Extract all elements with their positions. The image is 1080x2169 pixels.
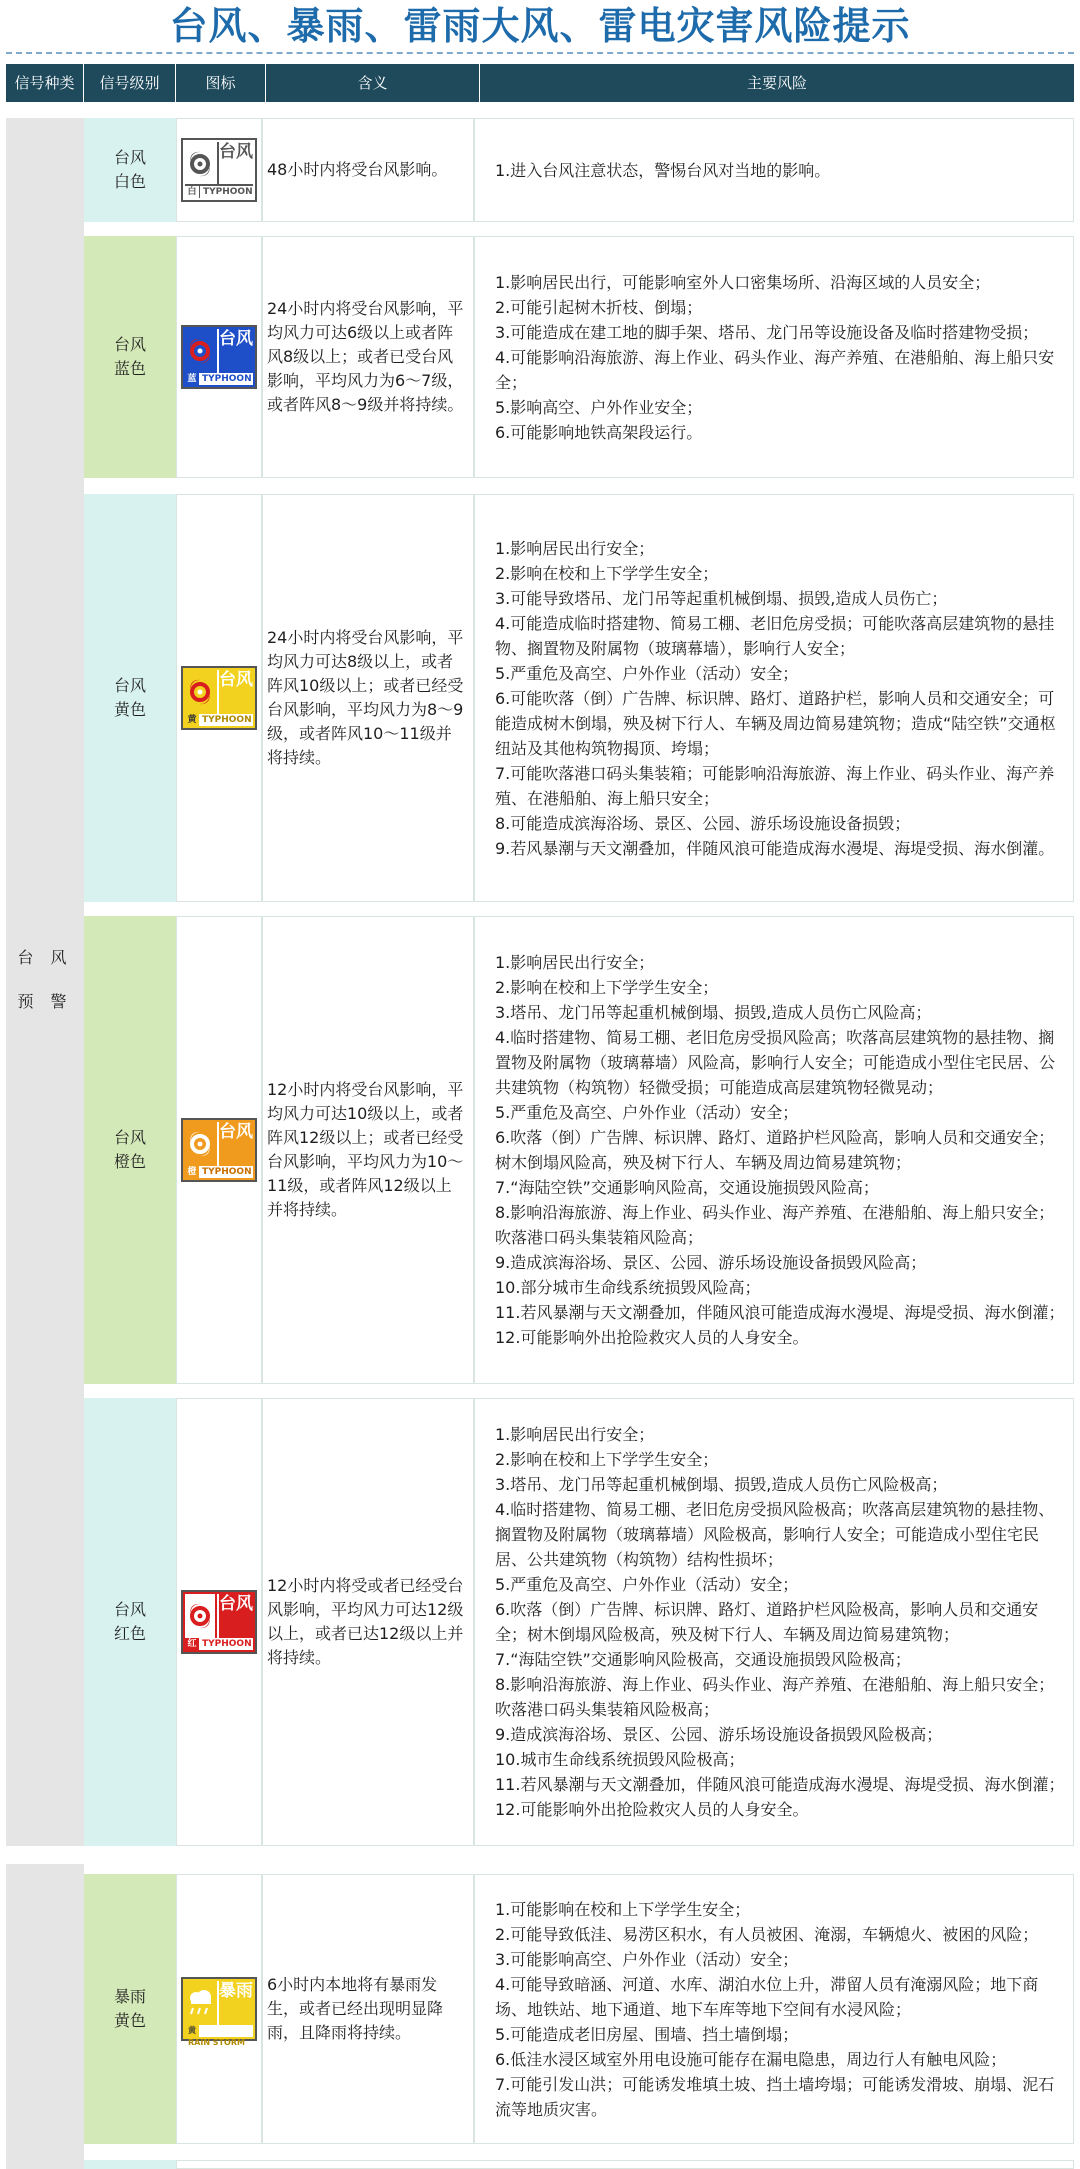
risk-item: 9.若风暴潮与天文潮叠加，伴随风浪可能造成海水漫堤、海堤受损、海水倒灌。 xyxy=(495,838,1055,858)
level-label: 台风红色 xyxy=(113,1600,146,1643)
header-level: 信号级别 xyxy=(84,64,176,102)
risk-list xyxy=(495,158,830,183)
meaning-cell xyxy=(262,236,474,478)
typhoon-glyph xyxy=(185,142,215,186)
risk-item: 12.可能影响外出抢险救灾人员的人身安全。 xyxy=(495,1800,809,1819)
icon-en: TYPHOON xyxy=(203,187,253,197)
level-cell xyxy=(84,1398,176,1846)
signal-type-label-1: 台 风 xyxy=(17,948,73,967)
risk-item: 9.造成滨海浴场、景区、公园、游乐场设施设备损毁风险极高； xyxy=(495,1725,943,1744)
rain-cloud-glyph xyxy=(185,1981,215,2025)
risk-item: 7.“海陆空铁”交通影响风险高，交通设施损毁风险高； xyxy=(495,1178,879,1197)
risk-item: 4.临时搭建物、简易工棚、老旧危房受损风险极高；吹落高层建筑物的悬挂物、搁置物及附属物（玻璃幕墙）风险极高，影响行人安全；可能造成小型住宅民居、公共建筑物（构筑物）结构性损坏； xyxy=(495,1500,1055,1569)
risk-item: 2.可能引起树木折枝、倒塌； xyxy=(495,297,703,317)
risk-item: 5.严重危及高空、户外作业（活动）安全； xyxy=(495,1103,799,1122)
risk-item: 2.影响在校和上下学学生安全； xyxy=(495,563,719,583)
meaning-cell xyxy=(262,916,474,1384)
icon-en: TYPHOON xyxy=(202,1167,252,1177)
icon-level-char: 红 xyxy=(185,1638,199,1650)
risk-item: 5.严重危及高空、户外作业（活动）安全； xyxy=(495,1575,799,1594)
icon-cell xyxy=(176,118,262,222)
typhoon-glyph xyxy=(185,1122,215,1166)
risk-list xyxy=(495,950,1065,1350)
header-type: 信号种类 xyxy=(6,64,84,102)
table-header xyxy=(6,64,1074,102)
risk-item: 2.影响在校和上下学学生安全； xyxy=(495,1450,719,1469)
risk-item: 5.可能造成老旧房屋、围墙、挡土墙倒塌； xyxy=(495,2024,799,2044)
risk-item: 8.影响沿海旅游、海上作业、码头作业、海产养殖、在港船舶、海上船只安全；吹落港口码头集装箱风险高； xyxy=(495,1203,1055,1247)
risk-item: 6.吹落（倒）广告牌、标识牌、路灯、道路护栏风险极高，影响人员和交通安全；树木倒塌风险极高，殃及树下行人、车辆及周边简易建筑物； xyxy=(495,1600,1039,1644)
icon-level-char: 白 xyxy=(185,186,200,198)
header-risk: 主要风险 xyxy=(746,74,807,92)
risk-item: 10.部分城市生命线系统损毁风险高； xyxy=(495,1278,761,1297)
meaning-text: 48小时内将受台风影响。 xyxy=(267,160,448,179)
meaning-text: 12小时内将受台风影响，平均风力可达10级以上，或者阵风12级以上；或者已经受台风影响，平均风力为10～11级，或者阵风12级以上并将持续。 xyxy=(267,1080,464,1219)
risk-list xyxy=(495,536,1065,861)
header-meaning: 含义 xyxy=(266,64,480,102)
risk-item: 3.塔吊、龙门吊等起重机械倒塌、损毁,造成人员伤亡风险高； xyxy=(495,1003,932,1022)
risk-item: 12.可能影响外出抢险救灾人员的人身安全。 xyxy=(495,1328,809,1347)
icon-level-char: 黄 xyxy=(185,714,199,726)
typhoon-red-icon xyxy=(181,1590,257,1654)
meaning-text: 6小时内本地将有暴雨发生，或者已经出现明显降雨，且降雨将持续。 xyxy=(267,1975,444,2042)
risk-item: 8.可能造成滨海浴场、景区、公园、游乐场设施设备损毁； xyxy=(495,813,911,833)
risk-item: 1.影响居民出行，可能影响室外人口密集场所、沿海区域的人员安全； xyxy=(495,272,991,292)
page-title: 台风、暴雨、雷雨大风、雷电灾害风险提示 xyxy=(169,4,911,48)
icon-caption xyxy=(185,714,253,726)
risk-item: 3.可能造成在建工地的脚手架、塔吊、龙门吊等设施设备及临时搭建物受损； xyxy=(495,322,1039,342)
meaning-text: 24小时内将受台风影响，平均风力可达8级以上，或者阵风10级以上；或者已经受台风影响，平均风力为8～9级，或者阵风10～11级并将持续。 xyxy=(267,628,464,767)
icon-caption xyxy=(185,1638,253,1650)
icon-level-char: 黄 xyxy=(185,2025,199,2037)
risk-item: 6.可能吹落（倒）广告牌、标识牌、路灯、道路护栏，影响人员和交通安全；可能造成树木倒塌，殃及树下行人、车辆及周边简易建筑物；造成“陆空铁”交通枢纽站及其他构筑物揭顶、垮塌； xyxy=(495,688,1056,758)
icon-en: TYPHOON xyxy=(202,374,252,384)
icon-cell xyxy=(176,236,262,478)
header-icon: 图标 xyxy=(176,64,266,102)
icon-caption xyxy=(185,2025,253,2047)
icon-cell xyxy=(176,1874,262,2144)
icon-cell xyxy=(176,494,262,902)
icon-cell xyxy=(176,916,262,1384)
risk-item: 7.可能引发山洪；可能诱发堆填土坡、挡土墙垮塌；可能诱发滑坡、崩塌、泥石流等地质灾害。 xyxy=(495,2074,1055,2119)
risk-item: 5.严重危及高空、户外作业（活动）安全； xyxy=(495,663,799,683)
risk-item: 1.影响居民出行安全； xyxy=(495,1425,655,1444)
level-label: 台风蓝色 xyxy=(113,335,146,378)
icon-en: TYPHOON xyxy=(202,715,252,725)
level-label: 台风黄色 xyxy=(113,676,146,719)
risk-item: 4.可能造成临时搭建物、简易工棚、老旧危房受损；可能吹落高层建筑物的悬挂物、搁置物及附属物（玻璃幕墙），影响行人安全； xyxy=(495,613,1055,658)
typhoon-glyph xyxy=(185,1594,215,1638)
level-cell xyxy=(84,2160,176,2169)
level-cell xyxy=(84,494,176,902)
risk-item: 6.可能影响地铁高架段运行。 xyxy=(495,422,703,442)
risk-item: 2.影响在校和上下学学生安全； xyxy=(495,978,719,997)
icon-level-char: 橙 xyxy=(185,1166,199,1178)
icon-chars: 台风 xyxy=(217,1122,253,1166)
level-cell xyxy=(84,1874,176,2144)
risk-cell xyxy=(474,916,1074,1384)
risk-item: 6.低洼水浸区域室外用电设施可能存在漏电隐患，周边行人有触电风险； xyxy=(495,2049,1007,2069)
risk-item: 1.影响居民出行安全； xyxy=(495,953,655,972)
meaning-cell xyxy=(262,1398,474,1846)
meaning-cell xyxy=(262,118,474,222)
meaning-cell xyxy=(262,1874,474,2144)
risk-item: 7.“海陆空铁”交通影响风险极高，交通设施损毁风险极高； xyxy=(495,1650,911,1669)
icon-caption xyxy=(185,1166,253,1178)
risk-item: 1.可能影响在校和上下学学生安全； xyxy=(495,1899,751,1919)
icon-chars: 台风 xyxy=(217,142,253,186)
risk-cell xyxy=(474,236,1074,478)
level-label: 台风橙色 xyxy=(113,1128,146,1171)
risk-item: 8.影响沿海旅游、海上作业、码头作业、海产养殖、在港船舶、海上船只安全；吹落港口码头集装箱风险极高； xyxy=(495,1675,1055,1719)
risk-item: 6.吹落（倒）广告牌、标识牌、路灯、道路护栏风险高，影响人员和交通安全；树木倒塌风险高，殃及树下行人、车辆及周边简易建筑物； xyxy=(495,1128,1055,1172)
risk-cell xyxy=(474,1398,1074,1846)
typhoon-orange-icon xyxy=(181,1118,257,1182)
title-divider xyxy=(6,52,1074,54)
risk-item: 3.可能导致塔吊、龙门吊等起重机械倒塌、损毁,造成人员伤亡； xyxy=(495,588,948,608)
signal-type-label-2: 预 警 xyxy=(17,992,73,1011)
meaning-text: 24小时内将受台风影响，平均风力可达6级以上或者阵风8级以上；或者已受台风影响，平均风力为6～7级，或者阵风8～9级并将持续。 xyxy=(267,299,464,414)
typhoon-white-icon xyxy=(181,138,257,202)
risk-item: 11.若风暴潮与天文潮叠加，伴随风浪可能造成海水漫堤、海堤受损、海水倒灌； xyxy=(495,1775,1065,1794)
risk-cell xyxy=(474,1874,1074,2144)
icon-chars: 暴雨 xyxy=(217,1981,253,2025)
meaning-text: 12小时内将受或者已经受台风影响，平均风力可达12级以上，或者已达12级以上并将持续。 xyxy=(267,1576,464,1667)
signal-type-typhoon xyxy=(6,118,84,1846)
risk-item: 4.可能导致暗涵、河道、水库、湖泊水位上升，滞留人员有淹溺风险；地下商场、地铁站、地下通道、地下车库等地下空间有水浸风险； xyxy=(495,1974,1039,2019)
typhoon-glyph xyxy=(185,670,215,714)
icon-chars: 台风 xyxy=(217,1594,253,1638)
level-cell xyxy=(84,236,176,478)
icon-chars: 台风 xyxy=(217,329,253,373)
rainstorm-yellow-icon xyxy=(181,1977,257,2047)
risk-item: 9.造成滨海浴场、景区、公园、游乐场设施设备损毁风险高； xyxy=(495,1253,927,1272)
risk-cell xyxy=(474,494,1074,902)
level-label: 暴雨黄色 xyxy=(113,1987,146,2030)
icon-chars: 台风 xyxy=(217,670,253,714)
typhoon-yellow-icon xyxy=(181,666,257,730)
signal-type-rainstorm xyxy=(6,1864,84,2169)
risk-item: 10.城市生命线系统损毁风险极高； xyxy=(495,1750,745,1769)
risk-item: 1.影响居民出行安全； xyxy=(495,538,655,558)
risk-list xyxy=(495,1897,1065,2122)
risk-item: 2.可能导致低洼、易涝区积水，有人员被困、淹溺，车辆熄火、被困的风险； xyxy=(495,1924,1039,1944)
icon-en: RAIN STORM xyxy=(188,2038,245,2047)
level-label: 台风白色 xyxy=(113,148,146,191)
risk-item: 7.可能吹落港口码头集装箱；可能影响沿海旅游、海上作业、码头作业、海产养殖、在港船舶、海上船只安全； xyxy=(495,763,1055,808)
risk-item: 11.若风暴潮与天文潮叠加，伴随风浪可能造成海水漫堤、海堤受损、海水倒灌； xyxy=(495,1303,1065,1322)
risk-item: 5.影响高空、户外作业安全； xyxy=(495,397,703,417)
risk-item: 3.塔吊、龙门吊等起重机械倒塌、损毁,造成人员伤亡风险极高； xyxy=(495,1475,948,1494)
icon-caption xyxy=(185,184,253,198)
risk-list xyxy=(495,1422,1065,1822)
icon-caption xyxy=(185,373,253,385)
risk-item: 4.可能影响沿海旅游、海上作业、码头作业、海产养殖、在港船舶、海上船只安全； xyxy=(495,347,1055,392)
level-cell xyxy=(84,118,176,222)
risk-cell xyxy=(474,118,1074,222)
typhoon-glyph xyxy=(185,329,215,373)
level-cell xyxy=(84,916,176,1384)
typhoon-blue-icon xyxy=(181,325,257,389)
icon-en: TYPHOON xyxy=(202,1639,252,1649)
risk-item: 4.临时搭建物、简易工棚、老旧危房受损风险高；吹落高层建筑物的悬挂物、搁置物及附属物（玻璃幕墙）风险高，影响行人安全；可能造成小型住宅民居、公共建筑物（构筑物）轻微受损；可能造成高层建筑物轻微晃动； xyxy=(495,1028,1056,1097)
icon-level-char: 蓝 xyxy=(185,373,199,385)
risk-item: 3.可能影响高空、户外作业（活动）安全； xyxy=(495,1949,799,1969)
next-row-stub xyxy=(176,2160,1074,2169)
risk-item: 1.进入台风注意状态，警惕台风对当地的影响。 xyxy=(495,160,831,180)
meaning-cell xyxy=(262,494,474,902)
icon-cell xyxy=(176,1398,262,1846)
risk-list xyxy=(495,270,1065,445)
